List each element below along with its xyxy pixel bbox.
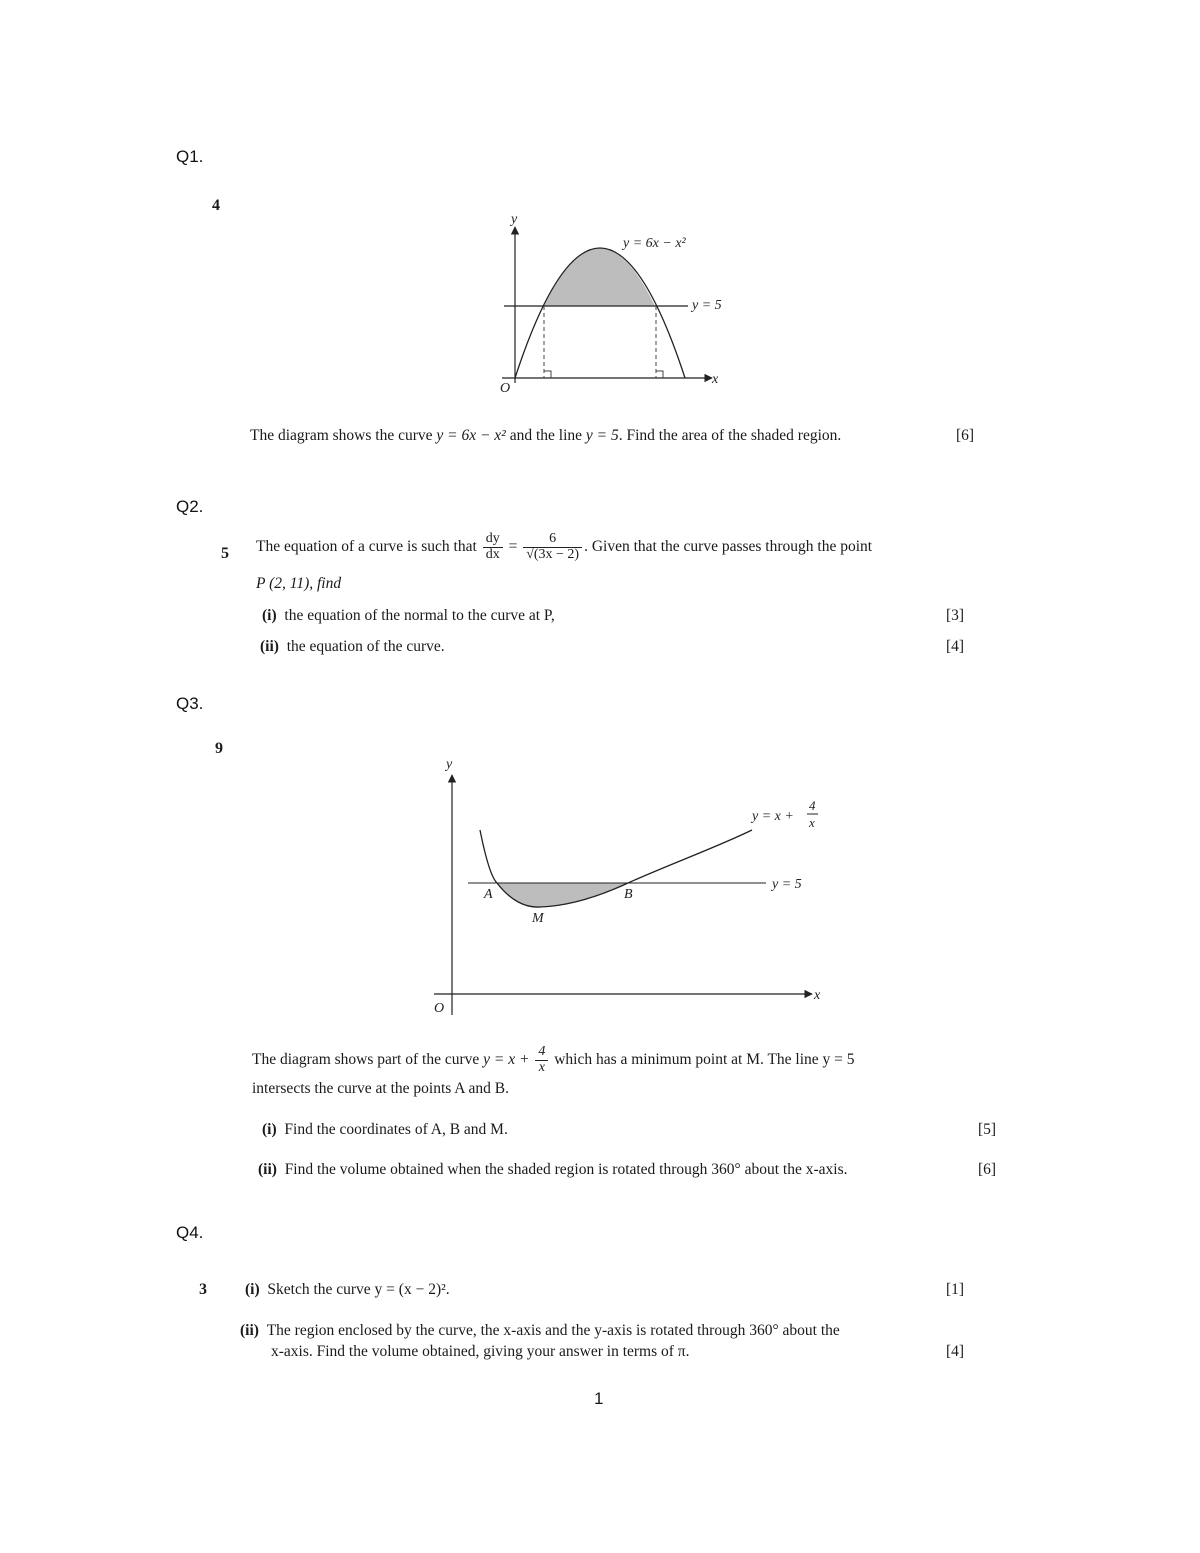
q3-part-i: (i) Find the coordinates of A, B and M.: [262, 1121, 508, 1138]
q3-diagram: [420, 750, 840, 1025]
q1-line-label: y = 5: [692, 298, 722, 313]
q1-number: 4: [212, 197, 220, 214]
q3-curve-label-num: 4: [809, 798, 816, 813]
q4-number: 3: [199, 1281, 207, 1298]
q4-part-ii: (ii) The region enclosed by the curve, the x-axis and the y-axis is rotated through 360° about the: [240, 1322, 840, 1339]
q3-number: 9: [215, 740, 223, 757]
q3-part-ii-marks: [6]: [978, 1161, 997, 1178]
q3-curve-label: y = x +: [752, 809, 794, 824]
q2-question-text-2: P (2, 11), find: [256, 575, 342, 592]
q3-axis-x-label: x: [814, 988, 821, 1003]
q3-question-text-2: intersects the curve at the points A and B.: [252, 1080, 509, 1097]
q1-curve-label: y = 6x − x²: [623, 236, 686, 251]
q2-part-i: (i) the equation of the normal to the curve at P,: [262, 607, 555, 624]
q2-part-ii-marks: [4]: [946, 638, 965, 655]
q1-marks: [6]: [956, 427, 975, 444]
q1-axis-x-label: x: [712, 372, 719, 387]
q1-origin-label: O: [500, 381, 511, 396]
q4-part-ii-marks: [4]: [946, 1343, 965, 1360]
q2-label: Q2.: [176, 497, 204, 516]
q1-diagram: [490, 205, 750, 400]
q3-part-i-marks: [5]: [978, 1121, 997, 1138]
q1-shaded-region: [544, 249, 655, 307]
q2-number: 5: [221, 545, 229, 562]
q3-part-ii: (ii) Find the volume obtained when the shaded region is rotated through 360° about the x-axis.: [258, 1161, 848, 1178]
q3-origin-label: O: [434, 1001, 445, 1016]
q4-part-i-marks: [1]: [946, 1281, 965, 1298]
q4-part-i: (i) Sketch the curve y = (x − 2)².: [245, 1281, 450, 1298]
q2-part-i-marks: [3]: [946, 607, 965, 624]
q1-axis-y-label: y: [511, 212, 518, 227]
q3-point-b-label: B: [624, 887, 633, 902]
q3-question-text: The diagram shows part of the curve y = x + $\frac{4}{x}$ which has a minimum point at M. The line y = 5: [252, 1044, 855, 1075]
q3-label: Q3.: [176, 694, 204, 713]
q3-shaded-region: [497, 883, 628, 907]
q3-curve-label-den: x: [809, 815, 815, 830]
q4-part-ii-line2: x-axis. Find the volume obtained, giving your answer in terms of π.: [271, 1343, 690, 1360]
q2-part-ii: (ii) the equation of the curve.: [260, 638, 445, 655]
q1-question-text: The diagram shows the curve y = 6x − x² and the line y = 5. Find the area of the shaded region.: [250, 427, 842, 444]
q3-line-label: y = 5: [772, 877, 802, 892]
q3-axis-y-label: y: [446, 757, 453, 772]
q3-point-m-label: M: [532, 911, 544, 926]
page-number: 1: [594, 1389, 604, 1408]
q1-label: Q1.: [176, 147, 204, 166]
q3-point-a-label: A: [484, 887, 493, 902]
q2-question-text: The equation of a curve is such that $\frac{dy}{dx}$ = $\frac{6}{√(3x - 2)}$ . Given that the curve passes through the point: [256, 531, 873, 562]
q4-label: Q4.: [176, 1223, 204, 1242]
